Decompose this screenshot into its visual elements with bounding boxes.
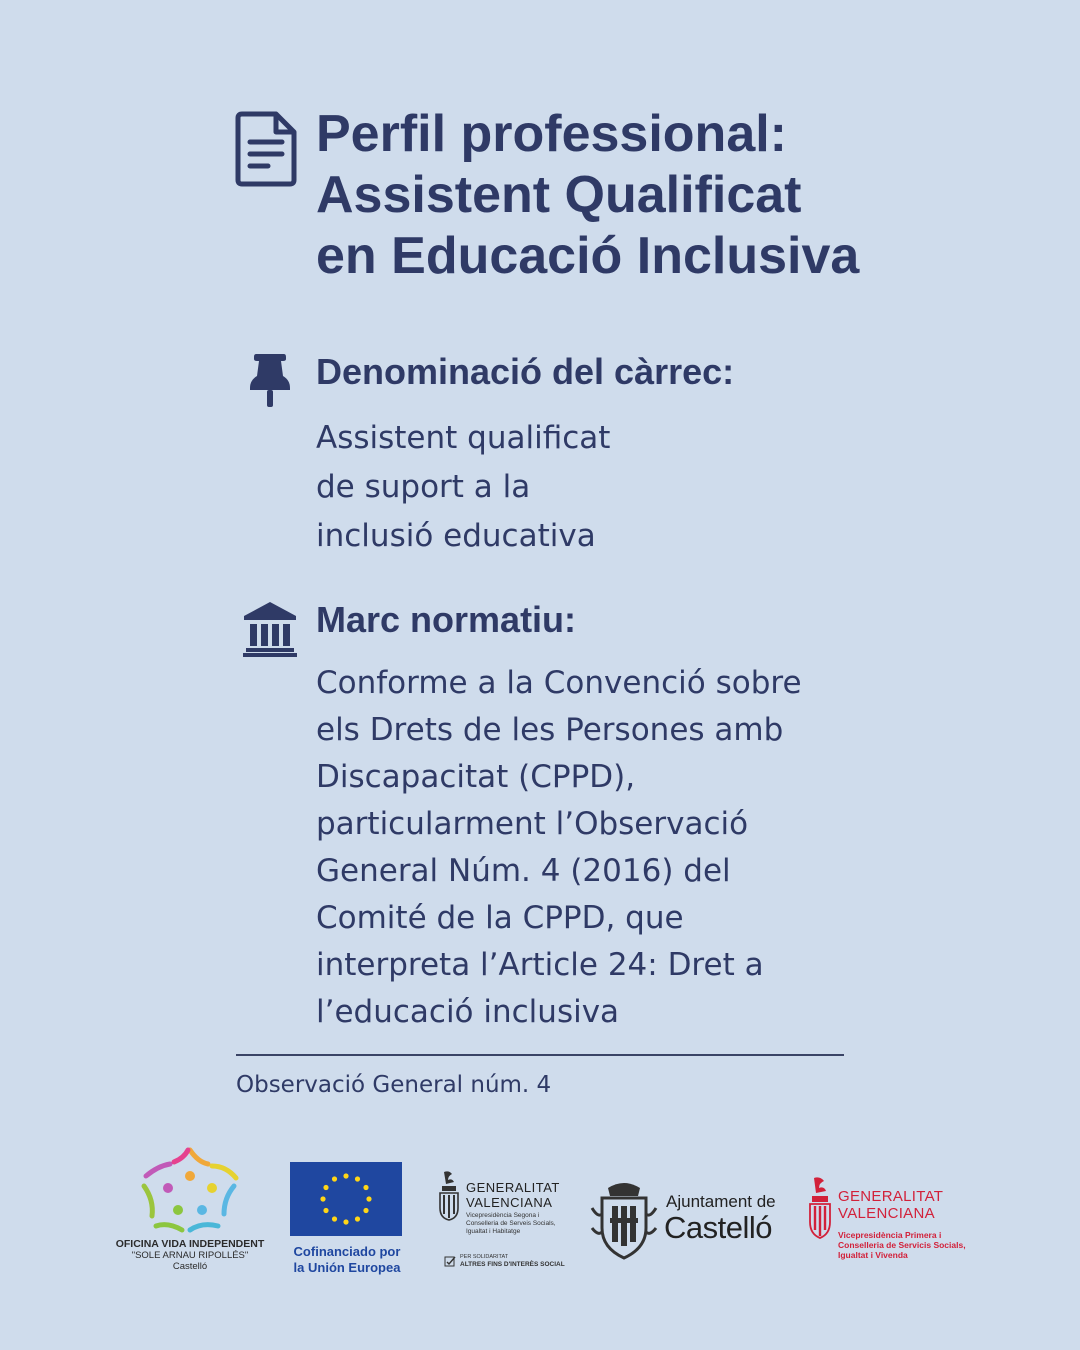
gv-dept-line: Igualtat i Vivenda — [838, 1250, 908, 1260]
gv-vivenda-logo — [806, 1174, 976, 1274]
body-line: Assistent qualificat — [316, 420, 611, 456]
ovi-logo — [110, 1142, 270, 1282]
gv-dept-line: Vicepresidència Segona i — [466, 1212, 540, 1219]
eu-caption-line: la Unión Europea — [293, 1260, 401, 1275]
footnote: Observació General núm. 4 — [236, 1072, 552, 1098]
bank-icon — [242, 600, 298, 658]
page-title — [316, 104, 1056, 287]
section-heading: Marc normatiu: — [316, 599, 577, 640]
eu-logo — [290, 1162, 404, 1280]
solidarity-line: ALTRES FINS D'INTERÈS SOCIAL — [460, 1261, 565, 1268]
gv-crest-icon — [436, 1170, 462, 1222]
title-line: Perfil professional: — [316, 105, 787, 163]
body-line: de suport a la — [316, 469, 531, 505]
gv-social-dept — [466, 1212, 556, 1236]
document-icon — [234, 110, 298, 188]
gv-dept-line: Conselleria de Servicis Socials, — [838, 1240, 966, 1250]
gv-dept-line: Vicepresidència Primera i — [838, 1230, 942, 1240]
checkbox-icon — [444, 1256, 456, 1268]
gv-name-line: VALENCIANA — [466, 1195, 553, 1210]
gv-name-line: GENERALITAT — [838, 1188, 944, 1205]
section-heading: Denominació del càrrec: — [316, 351, 735, 392]
divider — [236, 1054, 844, 1056]
body-line: inclusió educativa — [316, 518, 596, 554]
gv-name-line: VALENCIANA — [838, 1205, 935, 1222]
body-line: particularment l’Observació — [316, 806, 749, 842]
gv-social-solidarity — [460, 1254, 565, 1269]
pushpin-icon — [248, 352, 292, 408]
gv-red-crest-icon — [806, 1176, 834, 1240]
gv-social-name — [466, 1180, 560, 1210]
title-line: en Educació Inclusiva — [316, 227, 860, 285]
body-line: General Núm. 4 (2016) del — [316, 853, 731, 889]
body-line: Conforme a la Convenció sobre — [316, 665, 802, 701]
body-line: interpreta l’Article 24: Dret a — [316, 947, 764, 983]
eu-caption — [290, 1244, 404, 1276]
gv-vivenda-dept — [838, 1230, 966, 1260]
gv-dept-line: Conselleria de Serveis Socials, — [466, 1220, 556, 1227]
section-body — [316, 414, 610, 561]
gv-dept-line: Igualtat i Habitatge — [466, 1228, 521, 1235]
solidarity-line: PER SOLIDARITAT — [460, 1254, 509, 1260]
ovi-subname: "SOLE ARNAU RIPOLLÉS" — [131, 1250, 249, 1261]
section-body — [316, 660, 802, 1036]
eu-flag-icon — [290, 1162, 402, 1236]
ajuntament-label: Ajuntament de — [666, 1192, 776, 1211]
ovi-star-icon — [138, 1142, 242, 1236]
gv-social-logo — [436, 1168, 586, 1278]
body-line: els Drets de les Persones amb — [316, 712, 784, 748]
gv-name-line: GENERALITAT — [466, 1180, 560, 1195]
castello-crest-icon — [588, 1178, 660, 1262]
gv-vivenda-name — [838, 1188, 943, 1222]
title-line: Assistent Qualificat — [316, 166, 802, 224]
eu-caption-line: Cofinanciado por — [293, 1244, 401, 1259]
ajuntament-logo — [588, 1178, 788, 1262]
body-line: Comité de la CPPD, que — [316, 900, 684, 936]
ovi-name: OFICINA VIDA INDEPENDENT — [115, 1238, 265, 1250]
ovi-city: Castelló — [172, 1261, 208, 1272]
body-line: l’educació inclusiva — [316, 994, 620, 1030]
ajuntament-city: Castelló — [664, 1210, 772, 1245]
body-line: Discapacitat (CPPD), — [316, 759, 636, 795]
